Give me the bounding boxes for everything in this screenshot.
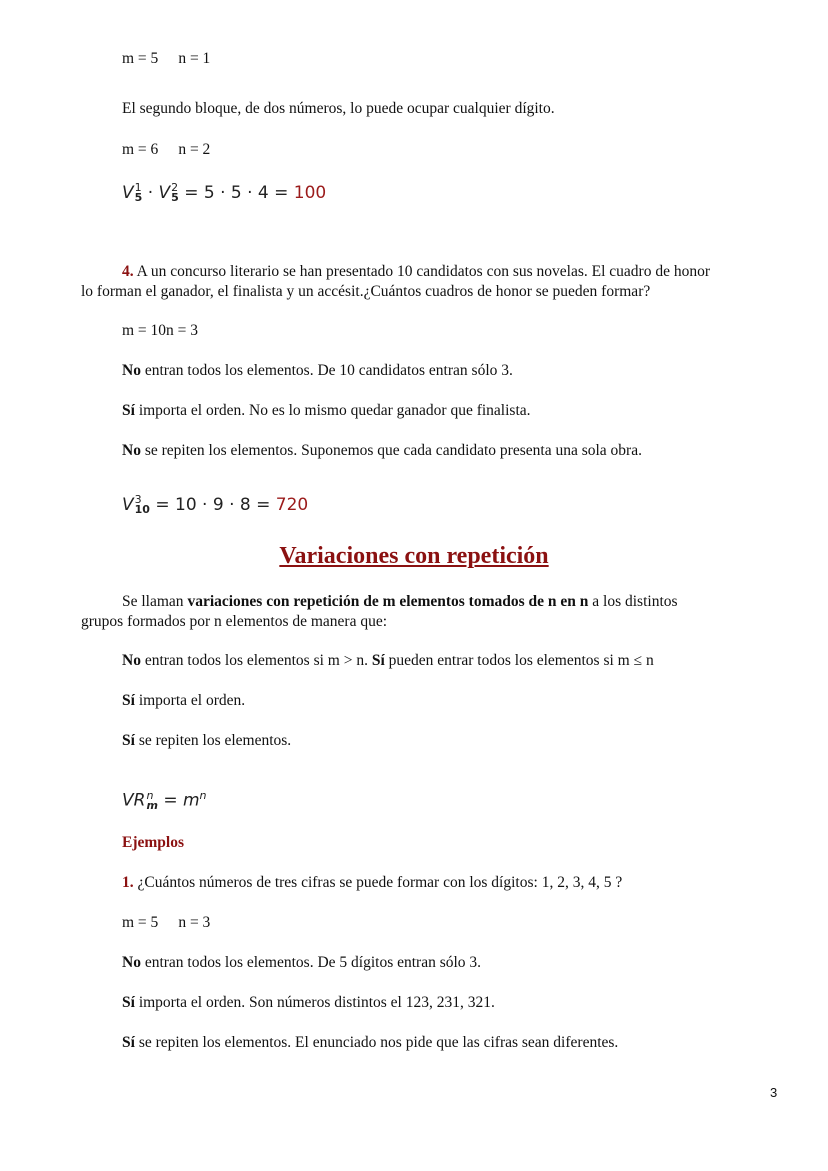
formula-symbol: V (122, 183, 134, 203)
formula-result: 720 (275, 495, 309, 515)
examples-heading: Ejemplos (122, 834, 184, 851)
example-1: 1. ¿Cuántos números de tres cifras se puede formar con los dígitos: 1, 2, 3, 4, 5 ? (122, 874, 623, 891)
paragraph-second-block: El segundo bloque, de dos números, lo puede ocupar cualquier dígito. (122, 100, 555, 117)
problem-4-line1: 4. A un concurso literario se han presentado 10 candidatos con sus novelas. El cuadro de honor (122, 263, 710, 280)
definition-paragraph-line2: grupos formados por n elementos de manera que: (81, 613, 388, 630)
property-repeat: Sí se repiten los elementos. (122, 732, 292, 749)
condition-no-repeat: No se repiten los elementos. Suponemos que cada candidato presenta una sola obra. (122, 442, 642, 459)
formula-vr: VR n m = $m^n$ (122, 788, 207, 812)
page-number: 3 (770, 1085, 778, 1100)
value-n: n = 2 (178, 141, 211, 158)
value-n: n = 1 (178, 50, 211, 67)
formula-v10-3: V 3 10 = 10 · 9 · 8 = 720 (122, 493, 309, 516)
values-m10-n3: m = 10n = 3 (122, 322, 199, 339)
example-condition-2: Sí importa el orden. Son números distintos el 123, 231, 321. (122, 994, 495, 1011)
definition-paragraph: Se llaman variaciones con repetición de m elementos tomados de n en n a los distintos (122, 593, 678, 610)
property-order: Sí importa el orden. (122, 692, 246, 709)
problem-number: 4. (122, 263, 134, 280)
value-m: m = 5 (122, 50, 159, 67)
values-m5-n3: m = 5 n = 3 (122, 914, 211, 931)
example-condition-3: Sí se repiten los elementos. El enunciado nos pide que las cifras sean diferentes. (122, 1034, 619, 1051)
condition-order-matters: Sí importa el orden. No es lo mismo quedar ganador que finalista. (122, 402, 531, 419)
values-m6-n2 (122, 140, 210, 160)
condition-no-all-elements: No entran todos los elementos. De 10 candidatos entran sólo 3. (122, 362, 513, 379)
values-m5-n1 (122, 49, 210, 69)
problem-4-line2: lo forman el ganador, el finalista y un accésit.¿Cuántos cuadros de honor se pueden formar? (81, 283, 651, 300)
section-heading: Variaciones con repetición (279, 543, 549, 569)
example-condition-1: No entran todos los elementos. De 5 dígitos entran sólo 3. (122, 954, 482, 971)
property-elements: No entran todos los elementos si m > n. Sí pueden entrar todos los elementos si m ≤ n (122, 652, 654, 669)
formula-v5-product: V 1 5 · V 2 5 = 5 · 5 · 4 = 100 (122, 181, 327, 204)
formula-result: 100 (293, 183, 327, 203)
value-m: m = 6 (122, 141, 159, 158)
